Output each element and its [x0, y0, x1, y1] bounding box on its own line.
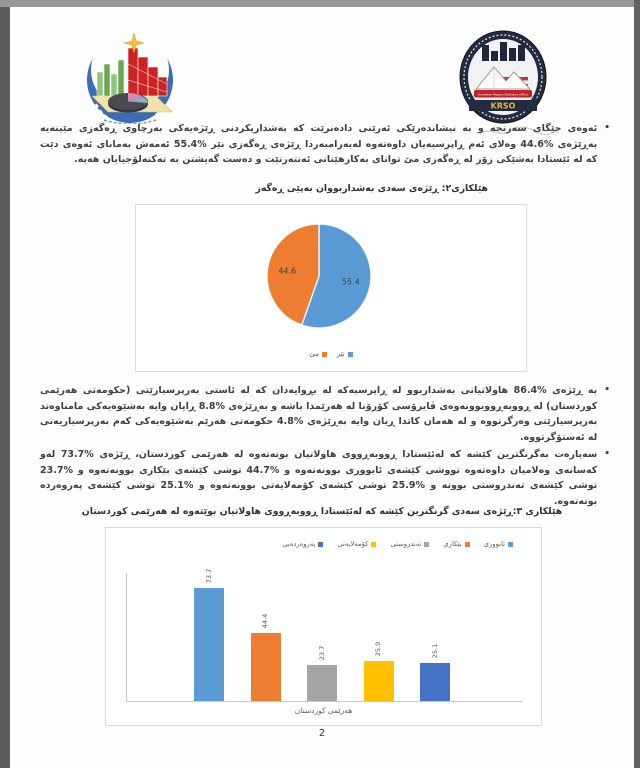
pie-value-label: 55.4 [341, 277, 360, 287]
legend-swatch [424, 542, 429, 547]
bar-value-label: 44.4 [261, 613, 270, 629]
legend-swatch [465, 542, 470, 547]
statistics-directorate-logo [78, 32, 182, 124]
bar-value-label: 25.1 [430, 643, 439, 658]
bar-series-4 [420, 663, 450, 701]
legend-label: نێر [336, 350, 345, 358]
legend-swatch [318, 542, 323, 547]
bar-legend [282, 540, 513, 548]
legend-item [390, 540, 429, 548]
bullet-marker: • [604, 123, 610, 133]
paragraph-text: سەبارەت بەگرنگترین کێشە کە لەئێستادا ڕووبەڕووی هاولاتیان بونەتەوە لە هەرێمی کوردستان، ڕێژەی %73.7 لەو کەسانەی وەلامیان داوەتەوە تووشی کێشەی ئابووری بوونەتەوە و %44.7 توشی کێشەی بێکاری بوونەتەوە و %23.7 توشی کێشەی تەندروستی بوونە و %25.9 توشی کێشەی کۆمەلایەتی بوونەتەوە و %25.1 توشی کێشەی پەروەردە بونەتەوە. [40, 449, 598, 507]
bar-chart-panel [105, 527, 542, 726]
bar-value-label: 23.7 [317, 645, 326, 660]
legend-label: مێ [309, 350, 319, 358]
legend-swatch [371, 542, 376, 547]
legend-item [282, 540, 323, 548]
bullet-marker: • [604, 385, 610, 395]
pie-legend [136, 350, 526, 358]
legend-label: کۆمەلایەتی [337, 540, 369, 548]
bar-series-1 [251, 633, 281, 701]
paragraph-text: ئەوەی جێگای سەرنجە و بە نیشاندەرێکی ئەرێنی دادەنرێت کە بەشداریکردنی ڕێژەیەکی بەرچاوی ڕەگەزی مێینەیە بەڕێژەی %44.6 وەلای ئەم ڕاپرسیەیان داوەتەوە لەبەرامبەردا ڕێژەی ڕەگەزی نێر %55.4 ئەمەش بەمانای ئەوەی دێت کە لە ئێستادا بەشێکی زۆر لە ڕەگەزی مێ توانای بەکارهێنانی ئەنتەرنێت و دەست گەیشتن بە تەکنەلۆجیایان هەیە. [40, 123, 598, 165]
chart2-caption: هێلکاری٢: ڕێژەی سەدی بەشداربووان بەپێی ڕەگەز [255, 183, 488, 194]
pie-chart [249, 219, 389, 339]
legend-label: پەروەردەیی [282, 540, 316, 548]
legend-swatch [322, 352, 327, 357]
bar-series-2 [307, 665, 337, 701]
pie-value-label: 44.6 [278, 266, 297, 276]
bar-xaxis-label: هەرێمی کوردستان [294, 706, 353, 715]
legend-item [309, 350, 327, 358]
chart3-caption: هێلکاری ٣:ڕێژەی سەدی گرنگترین کێشە کە لەئێستادا ڕووبەڕووی هاولاتیان بوێتەوە لە هەرێمی کوردستان [81, 506, 563, 517]
legend-swatch [348, 352, 353, 357]
legend-item [337, 350, 353, 358]
bar-value-label: 73.7 [204, 568, 213, 584]
bullet-paragraph-1 [40, 121, 610, 168]
bullet-paragraph-2 [40, 383, 610, 445]
bar-series-0 [194, 588, 224, 701]
bar-value [307, 645, 337, 660]
bar-series-3 [364, 661, 394, 701]
document-page [10, 7, 634, 768]
legend-item [443, 540, 469, 548]
legend-item [337, 540, 376, 548]
pie-chart-panel [135, 204, 527, 372]
viewer-right-edge [634, 0, 640, 768]
bar-value-label: 25.9 [374, 642, 383, 657]
legend-item [484, 540, 513, 548]
viewer-top-edge [0, 0, 640, 7]
legend-label: تەندروستی [390, 540, 422, 548]
bar-value [364, 642, 394, 657]
bar-plot [126, 568, 522, 702]
pie-3d-icon [108, 93, 148, 113]
bar-value [194, 568, 224, 584]
legend-label: بێکاری [443, 540, 462, 548]
legend-swatch [508, 542, 513, 547]
bar-value [251, 613, 281, 629]
bar-value [420, 643, 450, 658]
krso-acronym: KRSO [490, 101, 516, 111]
krso-logo [458, 29, 548, 125]
page-number: 2 [318, 728, 326, 739]
bullet-marker: • [604, 449, 610, 459]
legend-label: ئابووری [483, 540, 505, 548]
paragraph-text: بە ڕێژەی %86.4 هاولاتیانی بەشداربوو لە ڕاپرسیەکە لە بڕوایەدان کە لە ئاستی بەرپرسیارێتی (حکومەتی هەرێمی کوردستان) لە ڕووبەڕووبوونەوەی ڤایرۆسی کۆرۆنا لە هەرێمدا باشە و بەڕێژەی %8.8 ڕایان وایە بەشێوەیەکی مامناوەند بەرپرسیارێتی وەرگرتووە و لە هەمان کاتدا ڕیان وایە بەڕێژەی %4.8 حکومەتی هەرێم بەشێوەیەکی کەم بەرپرسیاریەتی لە ئەستۆگرتووە. [40, 385, 598, 443]
banner-text: Kurdistan Region Statistics Office [478, 92, 528, 97]
bullet-paragraph-3 [40, 447, 610, 509]
